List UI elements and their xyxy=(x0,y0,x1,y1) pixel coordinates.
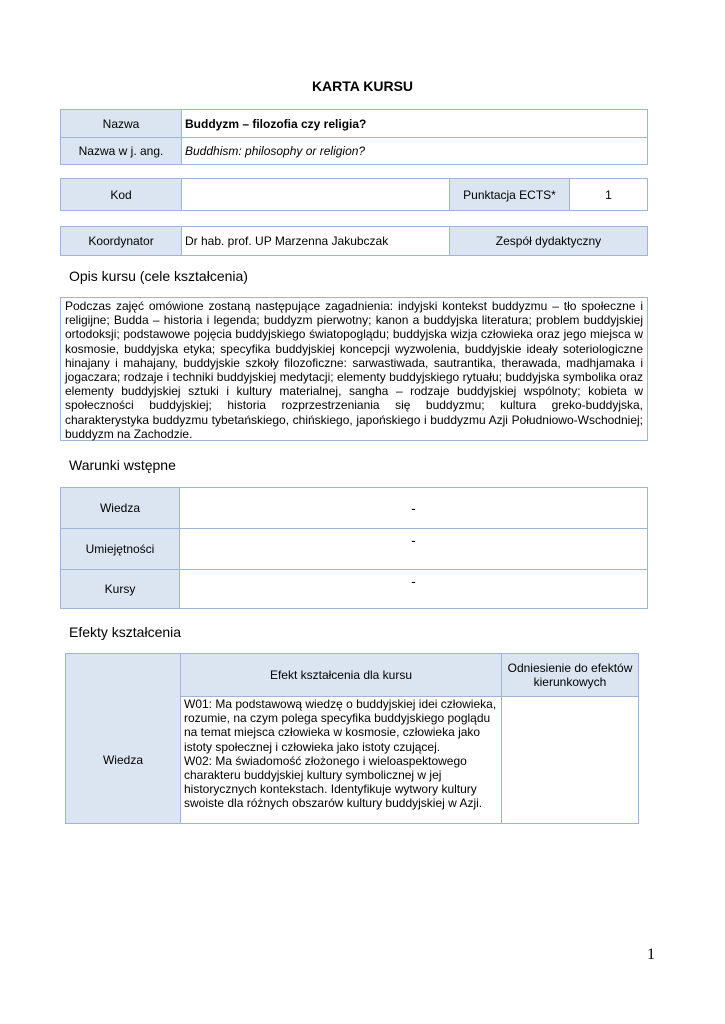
name-value: Buddyzm – filozofia czy religia? xyxy=(182,110,648,138)
outcomes-table xyxy=(65,653,639,824)
ects-value: 1 xyxy=(570,179,648,211)
outcome-w02: W02: Ma świadomość złożonego i wieloaspektowego charakteru buddyjskiej kultury symbolicznej w jej historycznych kontekstach. Identyfikuje wytwory kultury swoiste dla różnych obszarów kultury buddyjskiej w Azji. xyxy=(184,753,483,811)
outcomes-cell xyxy=(181,697,502,824)
prerequisites-heading: Warunki wstępne xyxy=(69,457,176,473)
page-title: KARTA KURSU xyxy=(311,78,414,94)
prereq-skills-value: - xyxy=(180,529,648,570)
name-label: Nazwa xyxy=(61,110,182,138)
page-number: 1 xyxy=(647,946,655,963)
prerequisites-table xyxy=(60,487,648,609)
prereq-courses-value: - xyxy=(180,570,648,609)
coordinator-value: Dr hab. prof. UP Marzenna Jakubczak xyxy=(182,227,450,256)
name-table xyxy=(60,109,648,165)
outcomes-knowledge-label xyxy=(66,654,181,824)
prereq-knowledge-value: - xyxy=(180,488,648,529)
outcome-w01: W01: Ma podstawową wiedzę o buddyjskiej idei człowieka, rozumie, na czym polega specyfika buddyjskiego poglądu na temat miejsca człowieka w kosmosie, człowieka jako istoty społecznej i człowieka jako istoty czującej. xyxy=(184,697,497,754)
prereq-knowledge-label: Wiedza xyxy=(61,488,180,529)
team-label: Zespół dydaktyczny xyxy=(450,227,648,256)
outcomes-col-outcome: Efekt kształcenia dla kursu xyxy=(181,654,502,697)
name-en-value: Buddhism: philosophy or religion? xyxy=(182,138,648,165)
code-value xyxy=(182,179,450,211)
prereq-skills-label: Umiejętności xyxy=(61,529,180,570)
ects-label: Punktacja ECTS* xyxy=(450,179,570,211)
description-text: Podczas zajęć omówione zostaną następujące zagadnienia: indyjski kontekst buddyzmu – tło społeczne i religijne; Budda – historia i legenda; buddyzm pierwotny; kanon a buddyjska literatura; problem buddyjskiej ortodoksji; podstawowe pojęcia buddyjskiego światopoglądu; buddyjska wizja człowieka oraz jego miejsca w kosmosie, buddyjska etyka; specyfika buddyjskiej koncepcji wyzwolenia, buddyjskie ideały soteriologiczne hinajany i mahajany, buddyjskie szkoły filozoficzne: sarwastiwada, sautrantika, therawada, madhjamaka i jogaczara; rodzaje i techniki buddyjskiej medytacji; elementy buddyjskiego rytuału; buddyjska symbolika oraz elementy buddyjskiej sztuki i kultury materialnej, sangha – rodzaje buddyjskiej wspólnoty; kobieta w społeczności buddyjskiej; historia rozprzestrzeniania się buddyzmu; kultura greko-buddyjska, charakterystyka buddyzmu tybetańskiego, chińskiego, japońskiego i buddyzmu Azji Południowo-Wschodniej; buddyzm na Zachodzie. xyxy=(60,297,648,441)
outcomes-col-reference: Odniesienie do efektów kierunkowych xyxy=(502,654,639,697)
outcomes-reference-value xyxy=(502,697,639,824)
description-heading: Opis kursu (cele kształcenia) xyxy=(69,268,248,284)
code-table xyxy=(60,178,648,211)
code-label: Kod xyxy=(61,179,182,211)
prereq-courses-label: Kursy xyxy=(61,570,180,609)
outcomes-heading: Efekty kształcenia xyxy=(69,624,182,640)
coordinator-label: Koordynator xyxy=(61,227,182,256)
name-en-label: Nazwa w j. ang. xyxy=(61,138,182,165)
outcomes-knowledge-label-text: Wiedza xyxy=(102,753,143,767)
coordinator-table xyxy=(60,226,648,256)
